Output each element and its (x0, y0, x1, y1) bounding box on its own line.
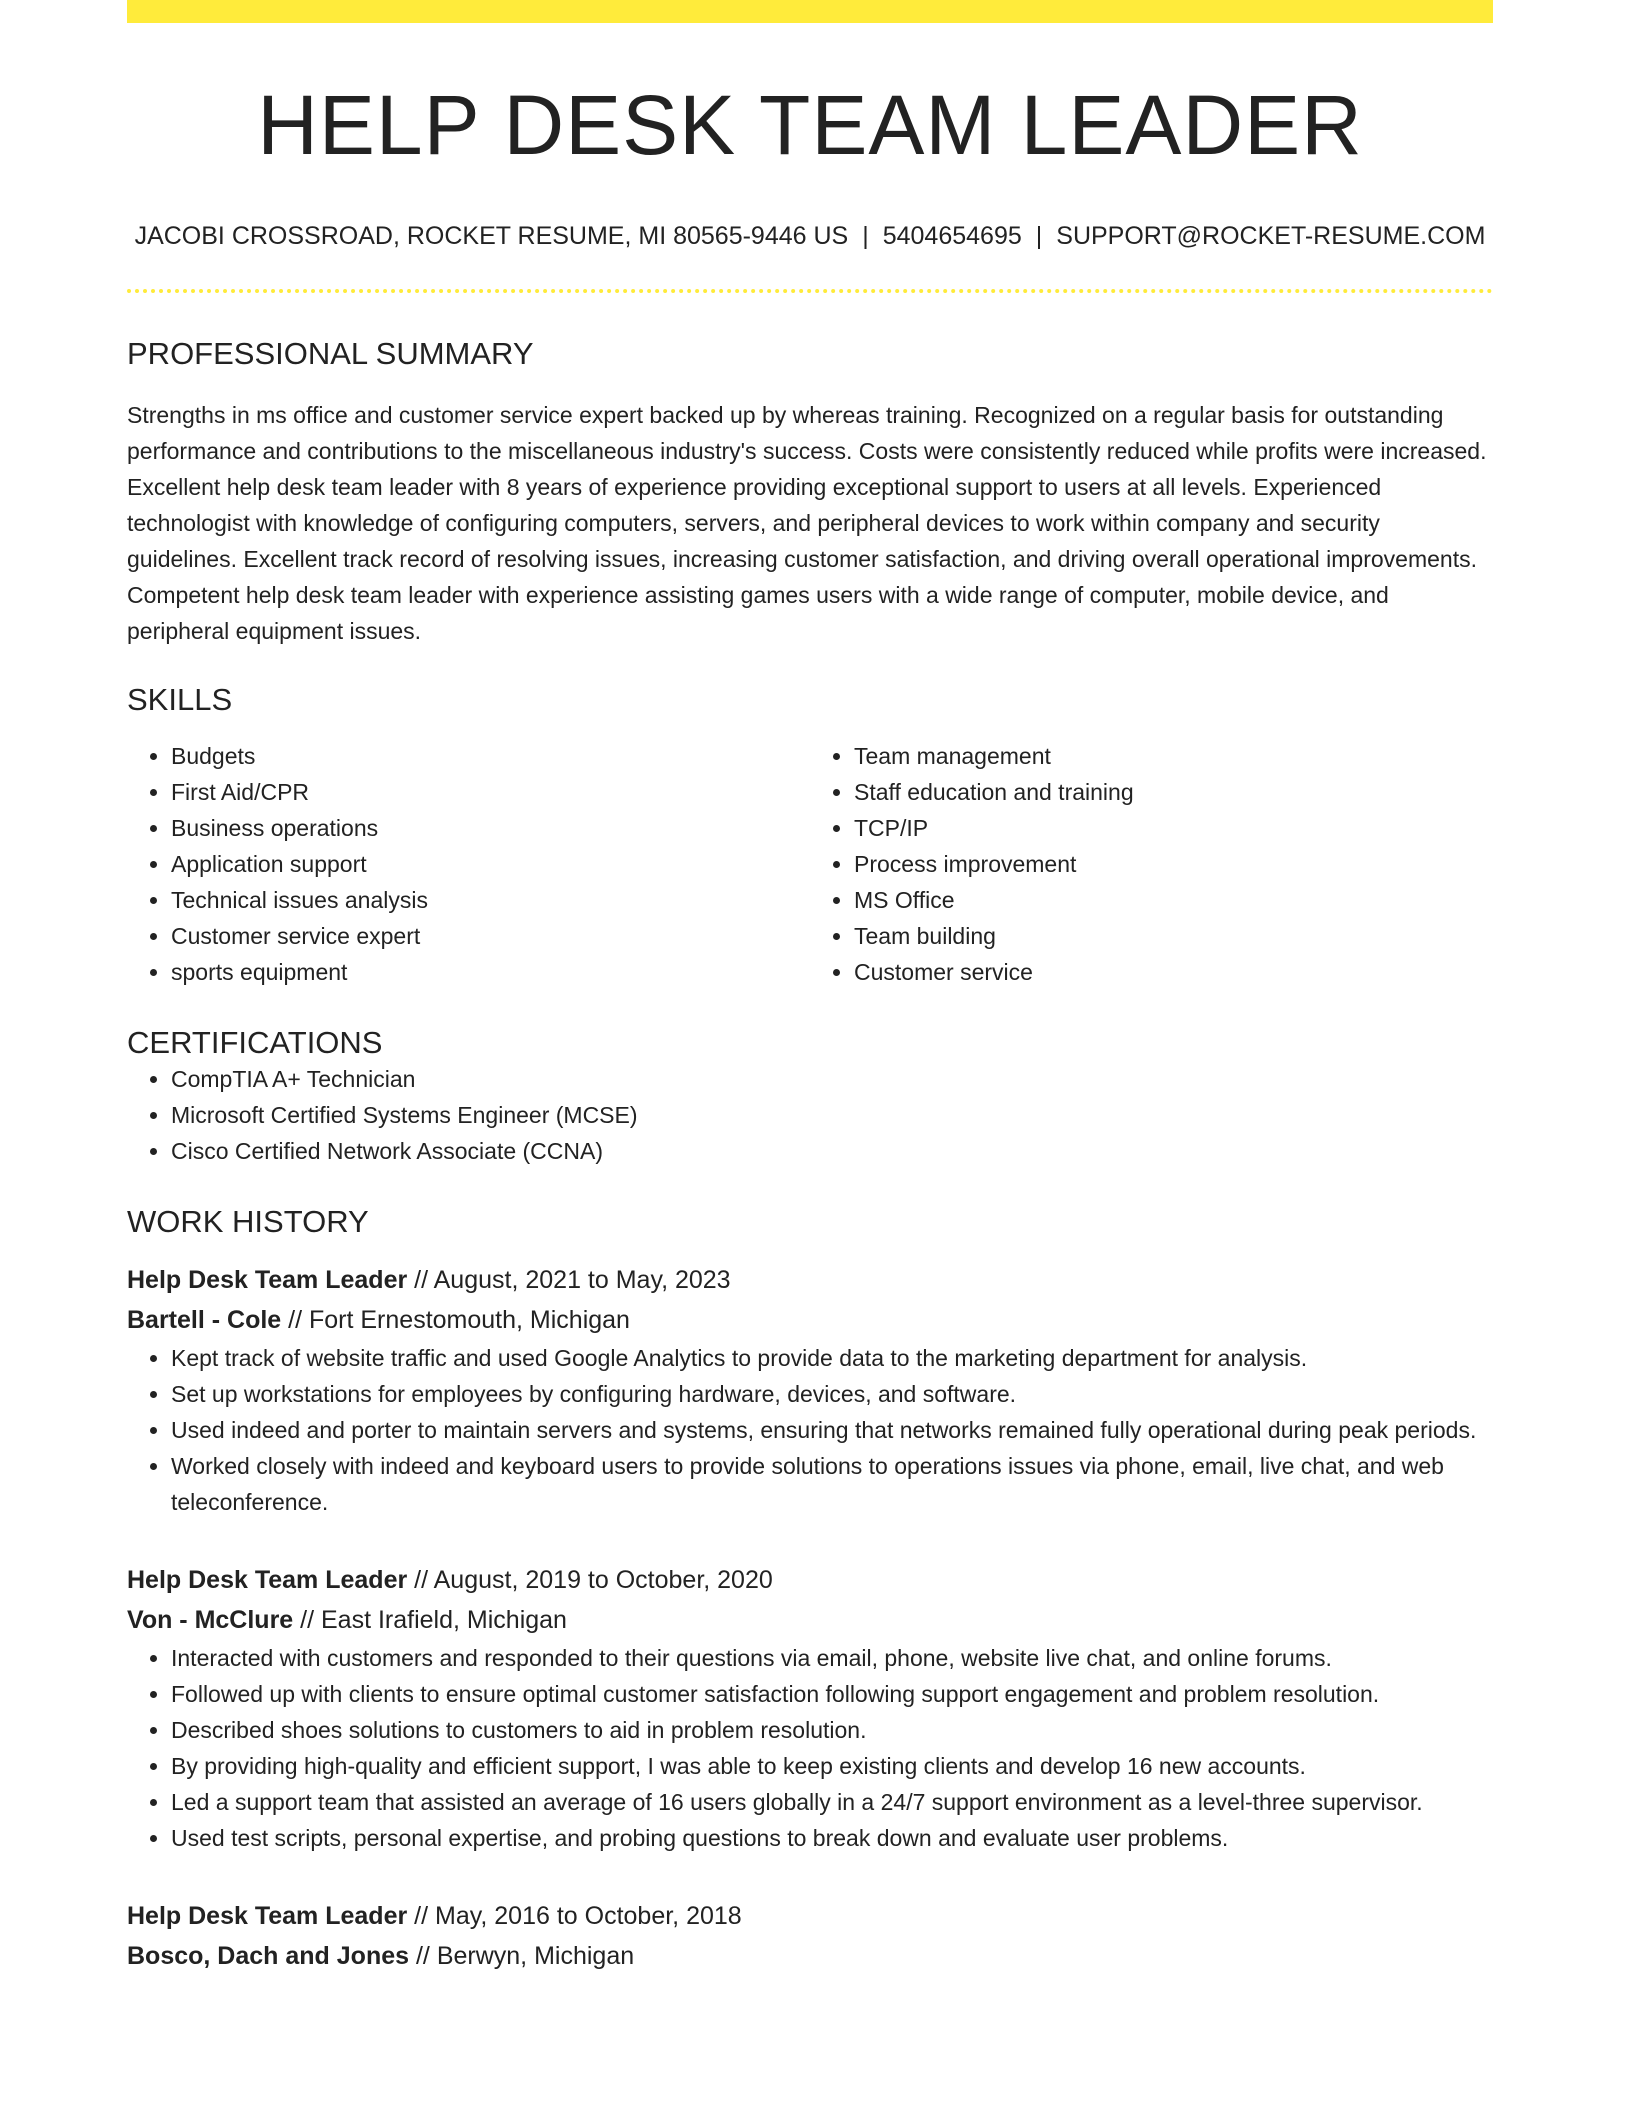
contact-email: SUPPORT@ROCKET-RESUME.COM (1056, 222, 1486, 251)
skill-item: • First Aid/CPR (171, 774, 810, 810)
resume-title: HELP DESK TEAM LEADER (257, 78, 1363, 172)
job-bullet: • By providing high-quality and efficient support, I was able to keep existing clients and develop 16 new accounts. (171, 1748, 1493, 1784)
contact-phone: 5404654695 (882, 222, 1022, 251)
job-company: Bartell - Cole (127, 1306, 282, 1335)
skills-column-right (810, 738, 1493, 990)
skill-item: • Team management (854, 738, 1493, 774)
dotted-divider (127, 289, 1493, 293)
work-history-list (127, 1260, 1493, 1976)
resume-page (127, 0, 1493, 1976)
job-company: Von - McClure (127, 1606, 294, 1635)
job-bullet: • Described shoes solutions to customers to aid in problem resolution. (171, 1712, 1493, 1748)
certification-item: • CompTIA A+ Technician (171, 1061, 1493, 1097)
job-bullet: • Used test scripts, personal expertise, and probing questions to break down and evaluate user problems. (171, 1820, 1493, 1856)
job-bullet: • Interacted with customers and responded to their questions via email, phone, website live chat, and online forums. (171, 1640, 1493, 1676)
skills-columns (127, 738, 1493, 990)
job-title: Help Desk Team Leader (127, 1566, 408, 1595)
job-dates: // August, 2019 to October, 2020 (414, 1566, 773, 1595)
job-location: // Fort Ernestomouth, Michigan (288, 1306, 630, 1335)
job-bullets (127, 1340, 1493, 1520)
work-history-heading: WORK HISTORY (127, 1203, 369, 1239)
job-bullet: • Kept track of website traffic and used Google Analytics to provide data to the marketing department for analysis. (171, 1340, 1493, 1376)
job-bullet: • Led a support team that assisted an average of 16 users globally in a 24/7 support environment as a level-three supervisor. (171, 1784, 1493, 1820)
job-entry (127, 1260, 1493, 1520)
job-location: // East Irafield, Michigan (300, 1606, 567, 1635)
summary-heading: PROFESSIONAL SUMMARY (127, 336, 534, 372)
job-bullet: • Worked closely with indeed and keyboard users to provide solutions to operations issues via phone, email, live chat, and web teleconference. (171, 1448, 1493, 1520)
job-bullet: • Set up workstations for employees by configuring hardware, devices, and software. (171, 1376, 1493, 1412)
job-dates: // May, 2016 to October, 2018 (414, 1902, 742, 1931)
skill-item: • Process improvement (854, 846, 1493, 882)
skills-column-left (127, 738, 810, 990)
certification-item: • Cisco Certified Network Associate (CCNA) (171, 1133, 1493, 1169)
skill-item: • Technical issues analysis (171, 882, 810, 918)
job-bullet: • Used indeed and porter to maintain servers and systems, ensuring that networks remained fully operational during peak periods. (171, 1412, 1493, 1448)
skill-item: • Customer service (854, 954, 1493, 990)
job-company-line (127, 1600, 1493, 1640)
job-title: Help Desk Team Leader (127, 1902, 408, 1931)
skill-item: • TCP/IP (854, 810, 1493, 846)
job-bullet: • Followed up with clients to ensure optimal customer satisfaction following support engagement and problem resolution. (171, 1676, 1493, 1712)
job-company-line (127, 1300, 1493, 1340)
top-accent-bar (127, 0, 1493, 23)
job-entry (127, 1896, 1493, 1976)
skill-item: • MS Office (854, 882, 1493, 918)
job-title-line (127, 1260, 1493, 1300)
job-title: Help Desk Team Leader (127, 1266, 408, 1295)
skill-item: • sports equipment (171, 954, 810, 990)
certification-item: • Microsoft Certified Systems Engineer (MCSE) (171, 1097, 1493, 1133)
job-title-line (127, 1896, 1493, 1936)
skills-list-left (127, 738, 810, 990)
certifications-heading: CERTIFICATIONS (127, 1024, 383, 1060)
skills-heading: SKILLS (127, 681, 233, 717)
contact-line (127, 221, 1493, 251)
job-dates: // August, 2021 to May, 2023 (414, 1266, 731, 1295)
skill-item: • Application support (171, 846, 810, 882)
job-location: // Berwyn, Michigan (415, 1942, 635, 1971)
job-entry (127, 1560, 1493, 1856)
summary-text: Strengths in ms office and customer service expert backed up by whereas training. Recognized on a regular basis for outstanding performance and contributions to the miscellaneous industry's success. Costs were consistently reduced while profits were increased. Excellent help desk team leader with 8 years of experience providing exceptional support to users at all levels. Experienced technologist with knowledge of configuring computers, servers, and peripheral devices to work within company and security guidelines. Excellent track record of resolving issues, increasing customer satisfaction, and driving overall operational improvements. Competent help desk team leader with experience assisting games users with a wide range of computer, mobile device, and peripheral equipment issues. (127, 401, 1487, 644)
certifications-list (127, 1061, 1493, 1169)
skills-list-right (810, 738, 1493, 990)
skill-item: • Team building (854, 918, 1493, 954)
job-title-line (127, 1560, 1493, 1600)
job-company-line (127, 1936, 1493, 1976)
skill-item: • Business operations (171, 810, 810, 846)
job-company: Bosco, Dach and Jones (127, 1942, 410, 1971)
job-bullets (127, 1640, 1493, 1856)
contact-separator: | (862, 222, 869, 251)
contact-separator: | (1035, 222, 1043, 251)
skill-item: • Budgets (171, 738, 810, 774)
skill-item: • Staff education and training (854, 774, 1493, 810)
skill-item: • Customer service expert (171, 918, 810, 954)
contact-address: JACOBI CROSSROAD, ROCKET RESUME, MI 80565-9446 US (134, 222, 849, 251)
